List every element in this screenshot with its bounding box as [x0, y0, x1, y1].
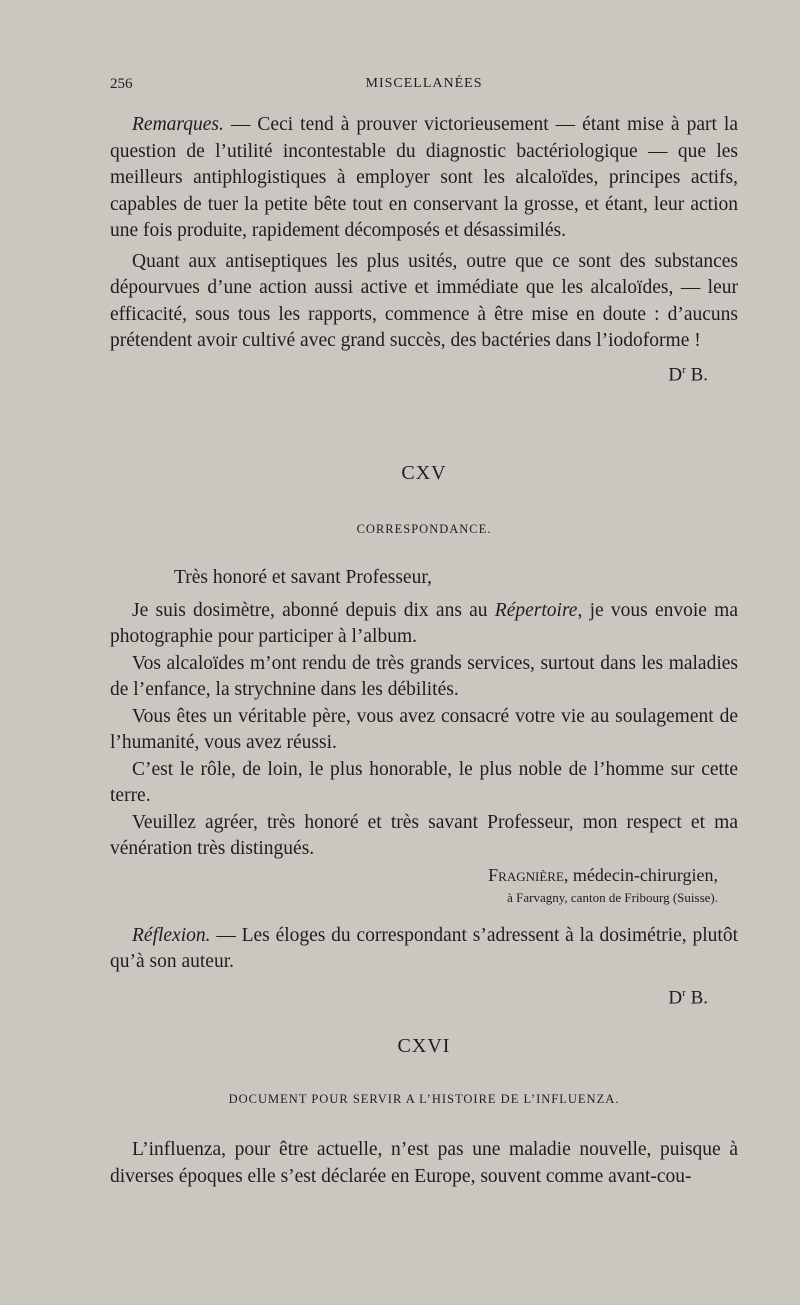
section-cxv [110, 462, 738, 1011]
letter-paragraph-2: Vos alcaloïdes m’ont rendu de très grands services, surtout dans les maladies de l’enfance, la strychnine dans les débilités. [110, 652, 738, 700]
section-number: CXVI [397, 1035, 451, 1057]
reflexion-label: Réflexion. [132, 924, 211, 946]
remarques-paragraph-2: Quant aux antiseptiques les plus usités, outre que ce sont des substances dépourvues d’une action aussi active et immédiate que les alcaloïdes, — leur efficacité, sous tous les rapports, commence à être mise en doute : d’aucuns prétendent avoir cultivé avec grand succès, des bactéries dans l’iodoforme ! [110, 250, 738, 351]
section-title: CORRESPONDANCE. [356, 522, 492, 536]
running-title: MISCELLANÉES [365, 76, 483, 91]
section-title: DOCUMENT POUR SERVIR A L’HISTOIRE DE L’INFLUENZA. [228, 1092, 620, 1106]
remarques-paragraph-1 [110, 112, 738, 245]
letter-paragraph-3: Vous êtes un véritable père, vous avez consacré votre vie au soulagement de l’humanité, vous avez réussi. [110, 705, 738, 753]
section-cxvi [110, 1035, 738, 1190]
correspondent-name: Fragnière [488, 864, 564, 885]
correspondent-place: à Farvagny, canton de Fribourg (Suisse). [507, 889, 718, 905]
salutation: Très honoré et savant Professeur, [174, 567, 432, 588]
signature-remarques: $D^r$ B. [668, 363, 708, 385]
page-number: 256 [110, 76, 133, 92]
page-header [110, 76, 738, 100]
correspondent-signature: Fragnière, médecin-chirurgien, [488, 864, 718, 885]
remarques-label: Remarques. [132, 114, 224, 135]
letter-paragraph-4: C’est le rôle, de loin, le plus honorable, le plus noble de l’homme sur cette terre. [110, 758, 738, 806]
signature-reflexion: $D^r$ B. [668, 986, 708, 1008]
letter-paragraph-5: Veuillez agréer, très honoré et très savant Professeur, mon respect et ma vénération très distingués. [110, 811, 738, 859]
remarques-block [110, 112, 738, 388]
remarques-text-1: — Ceci tend à prouver victorieusement — étant mise à part la question de l’utilité incontestable du diagnostic bactériologique — que les meilleurs antiphlogistiques à employer sont les alcaloïdes, principes actifs, capables de tuer la petite bête tout en conservant la grosse, et étant, leur action une fois produite, rapidement décomposés et désassimilés. [110, 114, 738, 241]
influenza-paragraph-1: L’influenza, pour être actuelle, n’est pas une maladie nouvelle, puisque à diverses époques elle s’est déclarée en Europe, souvent comme avant-cou- [110, 1139, 738, 1187]
reflexion-paragraph: Réflexion. — Les éloges du correspondant s’adressent à la dosimétrie, plutôt qu’à son auteur. [110, 924, 738, 972]
letter-paragraph-1: Je suis dosimètre, abonné depuis dix ans au Répertoire, je vous envoie ma photographie pour participer à l’album. [110, 599, 738, 647]
section-number: CXV [401, 462, 447, 484]
journal-title: Répertoire [494, 599, 578, 621]
